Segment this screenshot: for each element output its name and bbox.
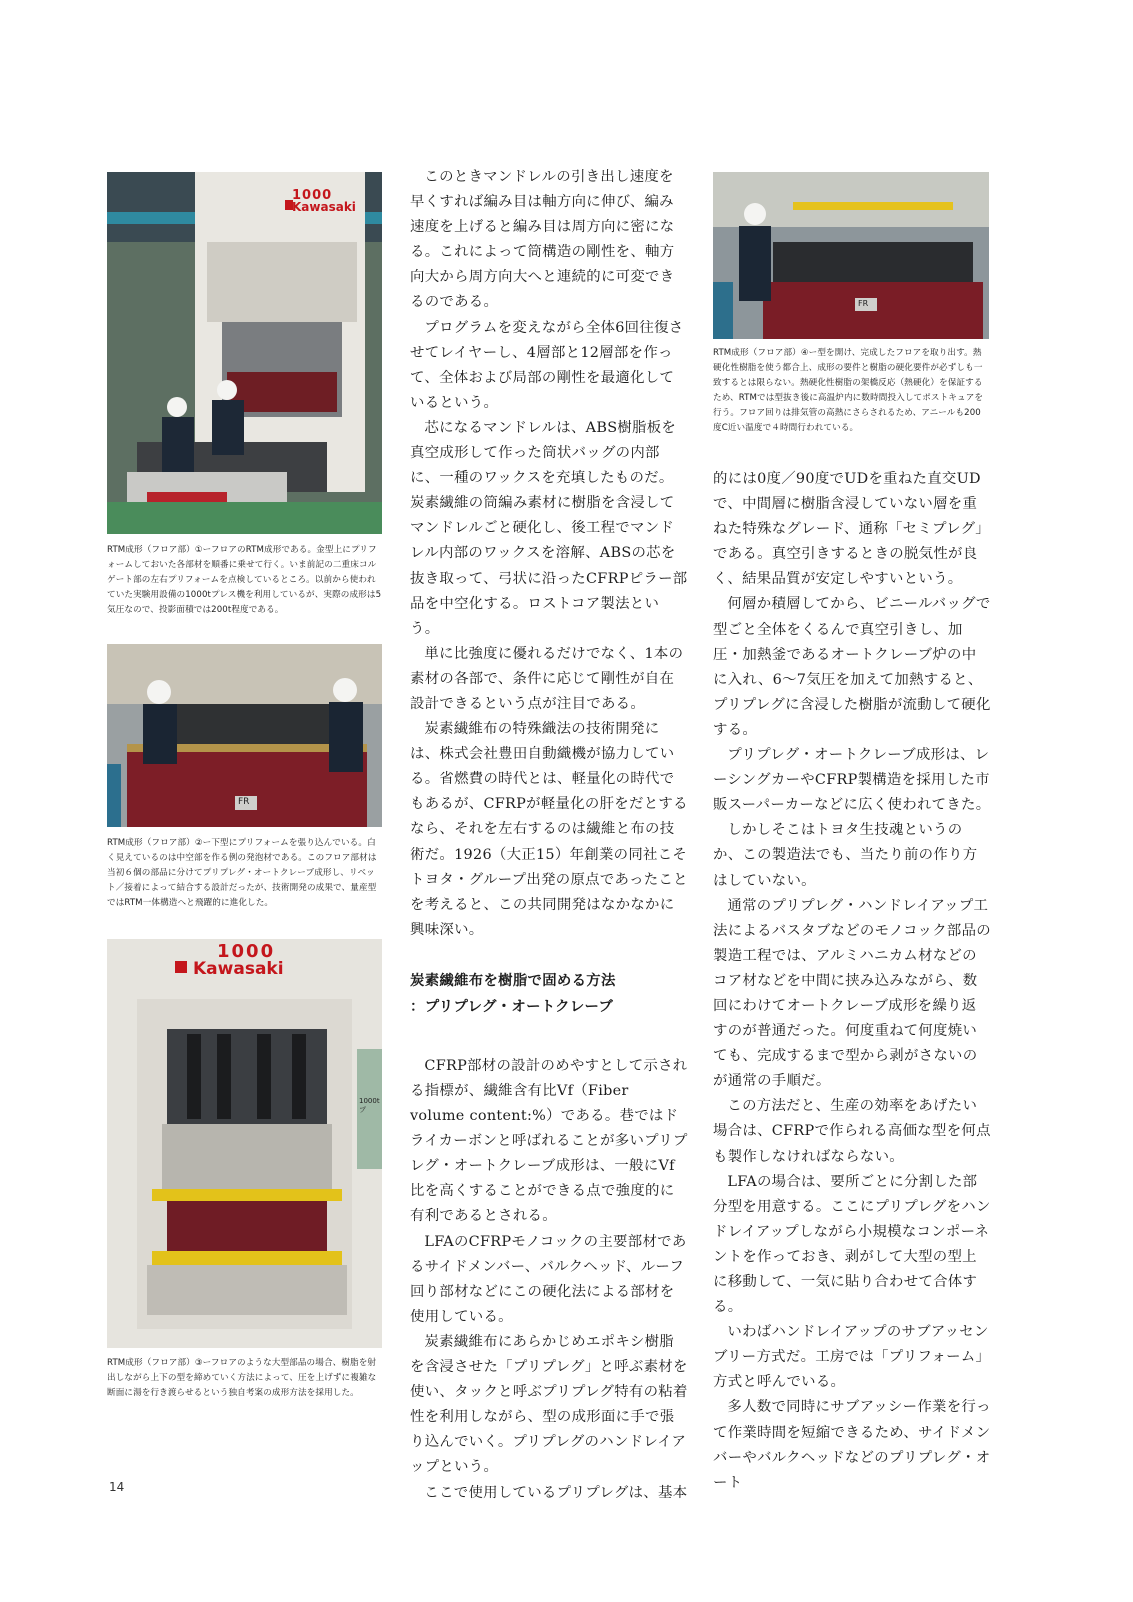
press-tonnage-label: 1000 <box>292 188 333 203</box>
caption-photo-1: RTM成形（フロア部）①ーフロアのRTM成形である。金型上にプリフォームしておいた各部材を順番に乗せて行く。いま前記の二重床コルゲート部の左右プリフォームを点検しているところ。以前から使われていた実験用設備の1000tプレス機を利用しているが、実際の成形は5気圧なので、投影面積では200t程度である。 <box>107 545 382 615</box>
paragraph: プリプレグ・オートクレーブ成形は、レーシングカーやCFRP製構造を採用した市販スーパーカーなどに広く使われてきた。 <box>713 747 991 814</box>
caption-photo-2: RTM成形（フロア部）②ー下型にプリフォームを張り込んでいる。白く見えているのは中空部を作る例の発泡材である。このフロア部材は当初６個の部品に分けてプリプレグ・オートクレーブ成形し、リベット／接着によって結合する設計だったが、技術開発の成果で、量産型ではRTM一体構造へと飛躍的に進化した。 <box>107 838 377 908</box>
paragraph: CFRP部材の設計のめやすとして示される指標が、繊維含有比Vf（Fiber volume content:%）である。巷ではドライカーボンと呼ばれることが多いプリプレグ・オートクレーブ成形は、一般にVf比を高くすることができる点で強度的に有利であるとされる。 <box>410 1057 688 1225</box>
photo-floor-removal <box>713 172 989 339</box>
paragraph: 炭素繊維布にあらかじめエポキシ樹脂を含浸させた「プリプレグ」と呼ぶ素材を使い、タックと呼ぶプリプレグ特有の粘着性を利用しながら、型の成形面に手で張り込んでいく。プリプレグのハンドレイアップという。 <box>410 1333 688 1476</box>
paragraph: しかしそこはトヨタ生技魂というのか、この製造法でも、当たり前の作り方はしていない。 <box>713 822 978 889</box>
mold-plate-fr: FR <box>858 299 869 308</box>
press-sign: 1000tプ <box>359 1097 380 1114</box>
paragraph: 通常のプリプレグ・ハンドレイアップ工法によるバスタブなどのモノコック部品の製造工程では、アルミハニカム材などのコア材などを中間に挟み込みながら、数回にわけてオートクレーブ成形を繰り返すのが普通だった。何度重ねて何度焼いても、完成するまで型から剥がさないのが通常の手順だ。 <box>713 897 991 1090</box>
paragraph: 的には0度／90度でUDを重ねた直交UDで、中間層に樹脂含浸していない層を重ねた特殊なグレード、通称「セミプレグ」である。真空引きするときの脱気性が良く、結果品質が安定しやすいという。 <box>713 471 990 588</box>
kawasaki-logo: Kawasaki <box>193 959 284 979</box>
paragraph: いわばハンドレイアップのサブアッセンブリー方式だ。工房では「プリフォーム」方式と呼んでいる。 <box>713 1324 991 1391</box>
kawasaki-logo: Kawasaki <box>292 200 356 214</box>
body-column-right <box>713 467 991 1496</box>
section-heading-line-1: 炭素繊維布を樹脂で固める方法 <box>410 971 616 989</box>
mold-plate-fr: FR <box>238 797 250 807</box>
press-tonnage-label: 1000 <box>217 941 276 962</box>
paragraph: 炭素繊維布の特殊織法の技術開発には、株式会社豊田自動織機が協力している。省燃費の時代とは、軽量化の時代でもあるが、CFRPが軽量化の肝をだとするなら、それを左右するのは繊維と布の技術だ。1926（大正15）年創業の同社こそトヨタ・グループ出発の原点であったことを考えると、この共同開発はなかなかに興味深い。 <box>410 721 688 938</box>
paragraph: ここで使用しているプリプレグは、基本 <box>424 1484 688 1501</box>
paragraph: 多人数で同時にサブアッシー作業を行って作業時間を短縮できるため、サイドメンバーやバルクヘッドなどのプリプレグ・オート <box>713 1399 991 1491</box>
section-heading-line-2: ：プリプレグ・オートクレーブ <box>410 997 614 1015</box>
photo-press-layup <box>107 172 382 534</box>
section-heading <box>410 968 688 1020</box>
photo-1000t-press <box>107 939 382 1348</box>
body-column-middle <box>410 165 688 1506</box>
page-number: 14 <box>109 1480 125 1494</box>
paragraph: プログラムを変えながら全体6回往復させてレイヤーし、4層部と12層部を作って、全体および局部の剛性を最適化しているという。 <box>410 319 684 411</box>
paragraph: LFAの場合は、要所ごとに分割した部分型を用意する。ここにプリプレグをハンドレイアップしながら小規模なコンポーネントを作っておき、剥がして大型の型上に移動して、一気に貼り合わせて合体する。 <box>713 1173 991 1316</box>
paragraph: 何層か積層してから、ビニールバッグで型ごと全体をくるんで真空引きし、加圧・加熱釜であるオートクレーブ炉の中に入れ、6〜7気圧を加えて加熱すると、プリプレグに含浸した樹脂が流動して硬化する。 <box>713 596 991 738</box>
paragraph: この方法だと、生産の効率をあげたい場合は、CFRPで作られる高価な型を何点も製作しなければならない。 <box>713 1098 991 1165</box>
paragraph: 単に比強度に優れるだけでなく、1本の素材の各部で、条件に応じて剛性が自在設計できるという点が注目である。 <box>410 645 684 712</box>
photo-preform-placement <box>107 644 382 827</box>
paragraph: LFAのCFRPモノコックの主要部材であるサイドメンバー、バルクヘッド、ルーフ回り部材などにこの硬化法による部材を使用している。 <box>410 1233 687 1325</box>
paragraph: このときマンドレルの引き出し速度を早くすれば編み目は軸方向に伸び、編み速度を上げると編み目は周方向に密になる。これによって筒構造の剛性を、軸方向大から周方向大へと連続的に可変できるのである。 <box>410 169 675 311</box>
caption-photo-4: RTM成形（フロア部）④ー型を開け、完成したフロアを取り出す。熱硬化性樹脂を使う都合上、成形の要件と樹脂の硬化要件が必ずしも一致するとは限らない。熱硬化性樹脂の架橋反応（熱硬化）を保証するため、RTMでは型抜き後に高温炉内に数時間投入してポストキュアを行う。フロア回りは排気管の高熱にさらされるため、アニールも200度C近い温度で４時間行われている。 <box>713 348 984 433</box>
caption-photo-3: RTM成形（フロア部）③ーフロアのような大型部品の場合、樹脂を射出しながら上下の型を締めていく方法によって、圧を上げずに複雑な断面に湯を行き渡らせるという独自考案の成形方法を採用した。 <box>107 1358 377 1398</box>
paragraph: 芯になるマンドレルは、ABS樹脂板を真空成形して作った筒状バッグの内部に、一種のワックスを充填したものだ。炭素繊維の筒編み素材に樹脂を含浸してマンドレルごと硬化し、後工程でマンドレル内部のワックスを溶解、ABSの芯を抜き取って、弓状に沿ったCFRPピラー部品を中空化する。ロストコア製法という。 <box>410 419 688 637</box>
